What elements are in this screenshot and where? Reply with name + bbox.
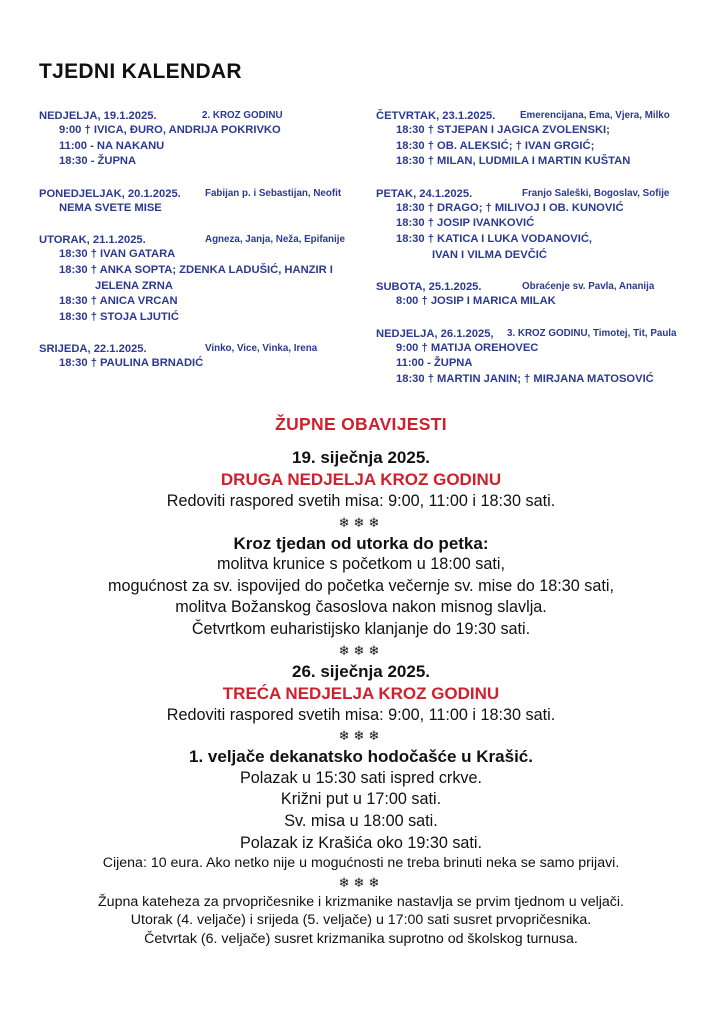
notice-heading: Kroz tjedan od utorka do petka: xyxy=(233,533,489,553)
mass-line: 18:30 † ANICA VRCAN xyxy=(59,295,178,308)
mass-line: 18:30 † IVAN GATARA xyxy=(59,248,176,261)
day-entry xyxy=(39,106,359,170)
notice-line: Polazak u 15:30 sati ispred crkve. xyxy=(239,768,483,787)
day-entry xyxy=(376,184,706,263)
mass-line: 18:30 † MARTIN JANIN; † MIRJANA MATOSOVIĆ xyxy=(396,372,654,385)
day-entry xyxy=(39,339,359,372)
calendar-left-column xyxy=(39,106,359,386)
mass-line: 18:30 † DRAGO; † MILIVOJ I OB. KUNOVIĆ xyxy=(396,201,624,214)
snowflake-separator-icon: ❄❄❄ xyxy=(338,642,384,658)
mass-line: 18:30 † PAULINA BRNADIĆ xyxy=(59,357,204,370)
notice-line: Cijena: 10 eura. Ako netko nije u mogućnosti ne treba brinuti neka se samo prijavi. xyxy=(102,855,620,872)
notice-sunday-title: TREĆA NEDJELJA KROZ GODINU xyxy=(222,683,500,703)
day-saints: Franjo Saleški, Bogoslav, Sofije xyxy=(522,187,670,199)
notice-line: mogućnost za sv. ispovijed do početka večernje sv. mise do 18:30 sati, xyxy=(108,576,614,595)
day-saints: Obraćenje sv. Pavla, Ananija xyxy=(522,281,655,293)
notice-line: Četvrtkom euharistijsko klanjanje do 19:30 sati. xyxy=(191,619,531,638)
mass-line: 18:30 † OB. ALEKSIĆ; † IVAN GRGIĆ; xyxy=(396,139,595,152)
notice-date: 19. siječnja 2025. xyxy=(292,448,430,467)
parish-notices xyxy=(0,414,722,948)
notices-title: ŽUPNE OBAVIJESTI xyxy=(275,414,447,434)
day-name: UTORAK, 21.1.2025. xyxy=(39,234,146,247)
mass-line: 18:30 † STJEPAN I JAGICA ZVOLENSKI; xyxy=(396,124,610,136)
snowflake-separator-icon: ❄❄❄ xyxy=(338,874,384,890)
mass-line: 18:30 † KATICA I LUKA VODANOVIĆ, xyxy=(396,232,593,245)
notice-line: Križni put u 17:00 sati. xyxy=(280,790,442,809)
notice-line: Polazak iz Krašića oko 19:30 sati. xyxy=(239,833,483,852)
page-title: TJEDNI KALENDAR xyxy=(39,60,242,83)
notice-line: Utorak (4. veljače) i srijeda (5. veljače) u 17:00 sati susret prvopričesnika. xyxy=(130,912,592,929)
day-name: SUBOTA, 25.1.2025. xyxy=(376,281,482,294)
notice-sunday-title: DRUGA NEDJELJA KROZ GODINU xyxy=(220,470,502,489)
day-entry xyxy=(39,184,359,217)
mass-line: 9:00 † MATIJA OREHOVEC xyxy=(396,341,539,354)
notice-line: Redoviti raspored svetih misa: 9:00, 11:00 i 18:30 sati. xyxy=(166,705,556,724)
day-saints: 2. KROZ GODINU xyxy=(202,110,283,121)
mass-line: 11:00 - NA NAKANU xyxy=(59,139,165,152)
calendar-right-column xyxy=(376,106,706,402)
day-name: SRIJEDA, 22.1.2025. xyxy=(39,343,147,356)
mass-line: 9:00 † IVICA, ĐURO, ANDRIJA POKRIVKO xyxy=(59,124,281,136)
notice-date: 26. siječnja 2025. xyxy=(292,661,430,681)
day-saints: 3. KROZ GODINU, Timotej, Tit, Paula xyxy=(507,327,677,339)
mass-line: 18:30 † MILAN, LUDMILA I MARTIN KUŠTAN xyxy=(396,155,631,168)
day-name: ČETVRTAK, 23.1.2025. xyxy=(376,110,496,122)
mass-line: IVAN I VILMA DEVČIĆ xyxy=(432,248,547,261)
snowflake-separator-icon: ❄❄❄ xyxy=(338,728,384,744)
day-entry xyxy=(376,106,706,170)
day-saints: Fabijan p. i Sebastijan, Neofit xyxy=(205,187,342,199)
mass-line: 18:30 † ANKA SOPTA; ZDENKA LADUŠIĆ, HANZIR I xyxy=(59,263,333,276)
day-entry xyxy=(376,277,706,310)
notice-heading: 1. veljače dekanatsko hodočašće u Krašić. xyxy=(189,747,533,767)
day-entry xyxy=(376,324,706,388)
notice-line: Sv. misa u 18:00 sati. xyxy=(284,811,438,830)
notice-line: molitva krunice s početkom u 18:00 sati, xyxy=(217,555,505,574)
day-saints: Vinko, Vice, Vinka, Irena xyxy=(205,343,318,355)
mass-line: 18:30 † JOSIP IVANKOVIĆ xyxy=(396,217,535,230)
mass-line: JELENA ZRNA xyxy=(95,279,173,292)
mass-line: 18:30 - ŽUPNA xyxy=(59,155,137,168)
day-name: NEDJELJA, 19.1.2025. xyxy=(39,110,157,122)
notice-line: Redoviti raspored svetih misa: 9:00, 11:00 i 18:30 sati. xyxy=(166,492,556,510)
day-saints: Emerencijana, Ema, Vjera, Milko xyxy=(520,110,670,121)
notice-line: Četvrtak (6. veljače) susret krizmanika suprotno od školskog turnusa. xyxy=(144,930,578,947)
day-name: NEDJELJA, 26.1.2025, xyxy=(376,327,494,340)
day-name: PETAK, 24.1.2025. xyxy=(376,187,473,200)
day-name: PONEDJELJAK, 20.1.2025. xyxy=(39,187,181,200)
mass-line: 8:00 † JOSIP I MARICA MILAK xyxy=(396,295,556,308)
day-entry xyxy=(39,230,359,325)
mass-line: 18:30 † STOJA LJUTIĆ xyxy=(59,310,179,323)
mass-line: NEMA SVETE MISE xyxy=(59,201,162,214)
snowflake-separator-icon: ❄❄❄ xyxy=(338,514,384,530)
mass-line: 11:00 - ŽUPNA xyxy=(396,357,473,370)
day-saints: Agneza, Janja, Neža, Epifanije xyxy=(205,234,345,246)
notice-line: molitva Božanskog časoslova nakon misnog slavlja. xyxy=(175,598,547,617)
notice-line: Župna kateheza za prvopričesnike i krizmanike nastavlja se prvim tjednom u veljači. xyxy=(98,893,624,910)
